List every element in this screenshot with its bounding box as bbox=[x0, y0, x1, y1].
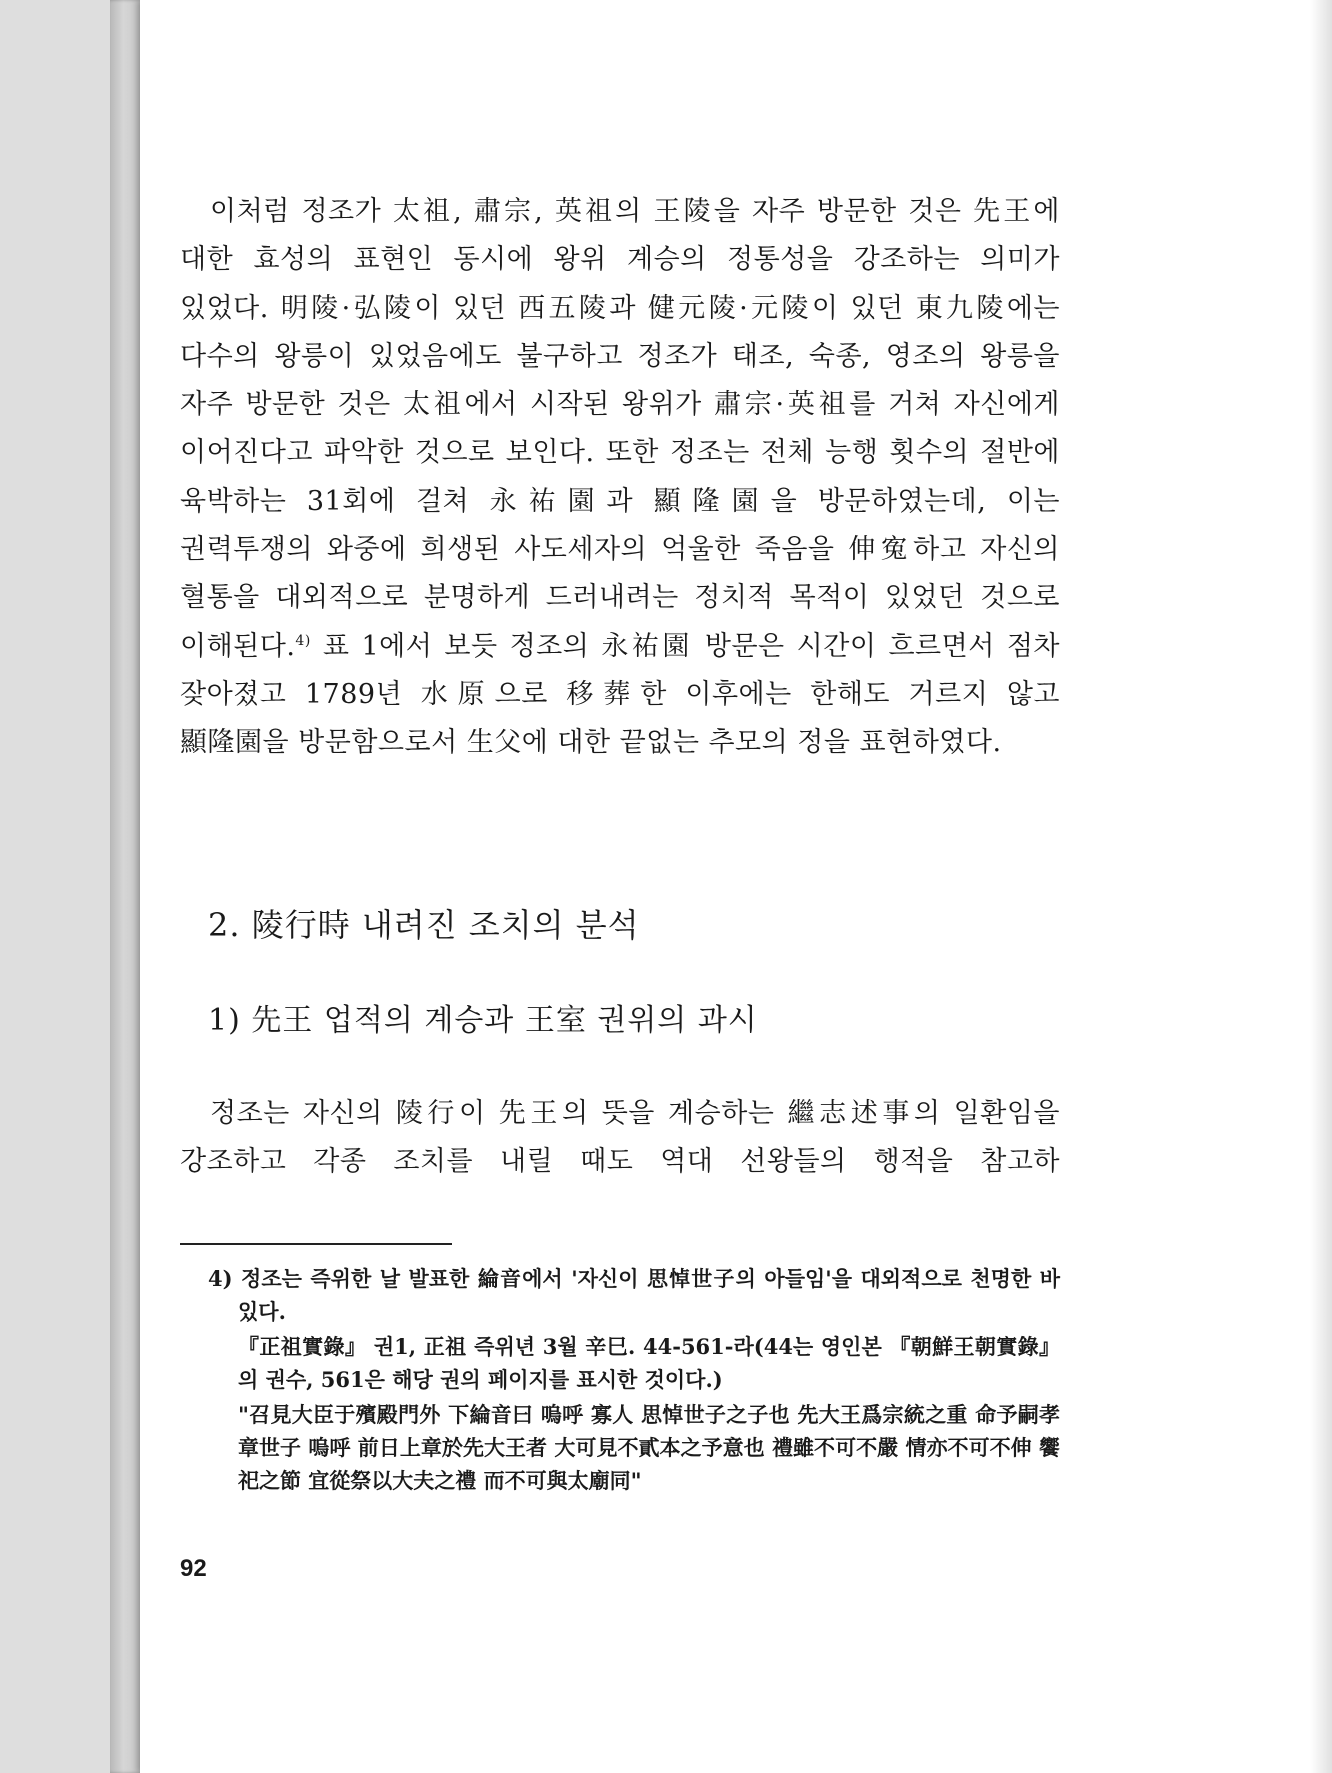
page-edge-shadow bbox=[1310, 0, 1332, 1773]
footnote-reference[interactable]: 4) bbox=[295, 632, 311, 649]
main-paragraph bbox=[180, 188, 1060, 768]
footnote-text: 4) 정조는 즉위한 날 발표한 綸音에서 '자신이 思悼世子의 아들임'을 대외적으로 천명한 바 있다. bbox=[208, 1266, 1060, 1324]
second-paragraph: 정조는 자신의 陵行이 先王의 뜻을 계승하는 繼志述事의 일환임을 강조하고 각종 조치를 내릴 때도 역대 선왕들의 행적을 참고하 bbox=[180, 1098, 1060, 1177]
main-paragraph-continuation: 표 1에서 보듯 정조의 永祐園 방문은 시간이 흐르면서 점차 잦아졌고 1789년 水原으로 移葬한 이후에는 한해도 거르지 않고 顯隆園을 방문함으로서 生父에 대한 끝없는 추모의 정을 표현하였다. bbox=[180, 630, 1060, 759]
page-number: 92 bbox=[180, 1555, 207, 1582]
subsection-heading: 1) 先王 업적의 계승과 王室 권위의 과시 bbox=[208, 1003, 758, 1038]
footnote-block bbox=[208, 1262, 1060, 1497]
footnote-divider bbox=[180, 1243, 452, 1245]
book-spine bbox=[110, 0, 144, 1773]
section-heading: 2. 陵行時 내려진 조치의 분석 bbox=[208, 906, 640, 944]
footnote-citation: 『正祖實錄』 권1, 正祖 즉위년 3월 辛巳. 44-561-라(44는 영인본 『朝鮮王朝實錄』의 권수, 561은 해당 권의 페이지를 표시한 것이다.) bbox=[238, 1334, 1060, 1392]
footnote-quote: "召見大臣于殯殿門外 下綸音曰 嗚呼 寡人 思悼世子之子也 先大王爲宗統之重 命予嗣孝章世子 嗚呼 前日上章於先大王者 大可見不貳本之予意也 禮雖不可不嚴 情亦不可不伸 饗祀之節 宜從祭以大夫之禮 而不可與太廟同" bbox=[238, 1402, 1060, 1493]
main-paragraph-text: 이처럼 정조가 太祖, 肅宗, 英祖의 王陵을 자주 방문한 것은 先王에 대한 효성의 표현인 동시에 왕위 계승의 정통성을 강조하는 의미가 있었다. 明陵·弘陵이 있던 西五陵과 健元陵·元陵이 있던 東九陵에는 다수의 왕릉이 있었음에도 불구하고 정조가 태조, 숙종, 영조의 왕릉을 자주 방문한 것은 太祖에서 시작된 왕위가 肅宗·英祖를 거쳐 자신에게 이어진다고 파악한 것으로 보인다. 또한 정조는 전체 능행 횟수의 절반에 육박하는 31회에 걸쳐 永祐園과 顯隆園을 방문하였는데, 이는 권력투쟁의 와중에 희생된 사도세자의 억울한 죽음을 伸寃하고 자신의 혈통을 대외적으로 분명하게 드러내려는 정치적 목적이 있었던 것으로 이해된다. bbox=[180, 196, 1060, 662]
